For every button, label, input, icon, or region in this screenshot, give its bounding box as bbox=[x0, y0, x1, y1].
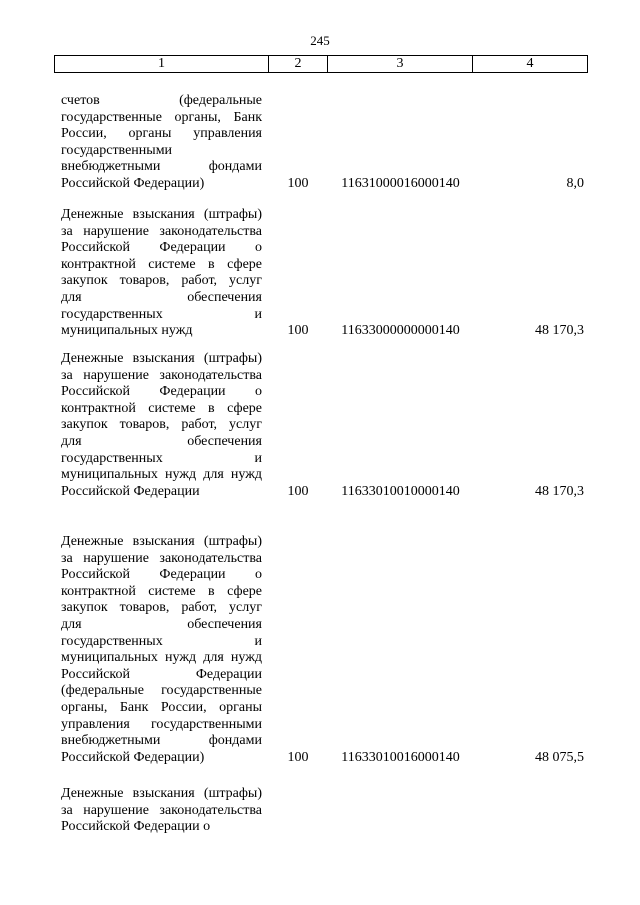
description-line: Российской Федерации) bbox=[61, 749, 205, 765]
description-line: для обеспечения bbox=[61, 616, 262, 632]
column-header-row bbox=[55, 56, 588, 73]
description-line: Российской Федерации bbox=[61, 483, 200, 499]
description-line: контрактной системе в сфере bbox=[61, 583, 262, 599]
row-description bbox=[61, 351, 262, 500]
row-budget-code: 11633010010000140 bbox=[341, 483, 460, 499]
column-header-1: 1 bbox=[55, 56, 269, 73]
column-header-2: 2 bbox=[269, 56, 328, 73]
description-line: государственных и bbox=[61, 306, 262, 322]
row-amount: 48 075,5 bbox=[535, 749, 584, 765]
description-line: Денежные взыскания (штрафы) bbox=[61, 207, 262, 222]
description-line: муниципальных нужд bbox=[61, 323, 193, 339]
row-amount: 48 170,3 bbox=[535, 323, 584, 339]
row-description bbox=[61, 207, 262, 340]
row-amount: 8,0 bbox=[566, 176, 584, 191]
description-line: за нарушение законодательства bbox=[61, 367, 262, 383]
description-line: за нарушение законодательства bbox=[61, 223, 262, 239]
description-line: муниципальных нужд для нужд bbox=[61, 467, 262, 483]
description-line: закупок товаров, работ, услуг bbox=[61, 417, 262, 433]
description-line: Российской Федерации о bbox=[61, 819, 211, 835]
row-description bbox=[61, 534, 262, 766]
row-admin-code: 100 bbox=[287, 749, 309, 765]
row-description bbox=[61, 93, 262, 193]
description-line: управления государственными bbox=[61, 716, 262, 732]
row-budget-code: 11633000000000140 bbox=[341, 323, 460, 339]
description-line: за нарушение законодательства bbox=[61, 802, 262, 818]
description-line: контрактной системе в сфере bbox=[61, 400, 262, 416]
row-admin-code: 100 bbox=[287, 323, 309, 339]
description-line: государственные органы, Банк bbox=[61, 109, 262, 125]
description-line: закупок товаров, работ, услуг bbox=[61, 273, 262, 289]
row-description bbox=[61, 786, 262, 836]
column-header-4: 4 bbox=[473, 56, 588, 73]
description-line: муниципальных нужд для нужд bbox=[61, 650, 262, 666]
row-admin-code: 100 bbox=[287, 483, 309, 499]
description-line: для обеспечения bbox=[61, 289, 262, 305]
description-line: для обеспечения bbox=[61, 433, 262, 449]
row-budget-code: 11633010016000140 bbox=[341, 749, 460, 765]
column-header-3: 3 bbox=[328, 56, 473, 73]
description-line: органы, Банк России, органы bbox=[61, 699, 262, 715]
description-line: внебюджетными фондами bbox=[61, 733, 262, 749]
page-number: 245 bbox=[310, 33, 330, 48]
description-line: Денежные взыскания (штрафы) bbox=[61, 534, 262, 549]
description-line: (федеральные государственные bbox=[61, 683, 262, 699]
description-line: Российской Федерации о bbox=[61, 240, 262, 256]
description-line: контрактной системе в сфере bbox=[61, 256, 262, 272]
description-line: Российской Федерации) bbox=[61, 175, 205, 191]
description-line: Российской Федерации bbox=[61, 666, 262, 682]
description-line: России, органы управления bbox=[61, 126, 262, 142]
description-line: государственных и bbox=[61, 450, 262, 466]
description-line: за нарушение законодательства bbox=[61, 550, 262, 566]
row-budget-code: 11631000016000140 bbox=[341, 176, 460, 191]
description-line: Российской Федерации о bbox=[61, 384, 262, 400]
description-line: закупок товаров, работ, услуг bbox=[61, 600, 262, 616]
description-line: счетов (федеральные bbox=[61, 93, 262, 108]
row-amount: 48 170,3 bbox=[535, 483, 584, 499]
description-line: государственными bbox=[61, 142, 173, 158]
description-line: внебюджетными фондами bbox=[61, 159, 262, 175]
description-line: Денежные взыскания (штрафы) bbox=[61, 786, 262, 801]
description-line: Денежные взыскания (штрафы) bbox=[61, 351, 262, 366]
row-admin-code: 100 bbox=[287, 176, 309, 191]
description-line: государственных и bbox=[61, 633, 262, 649]
column-header-table bbox=[54, 55, 588, 73]
description-line: Российской Федерации о bbox=[61, 567, 262, 583]
